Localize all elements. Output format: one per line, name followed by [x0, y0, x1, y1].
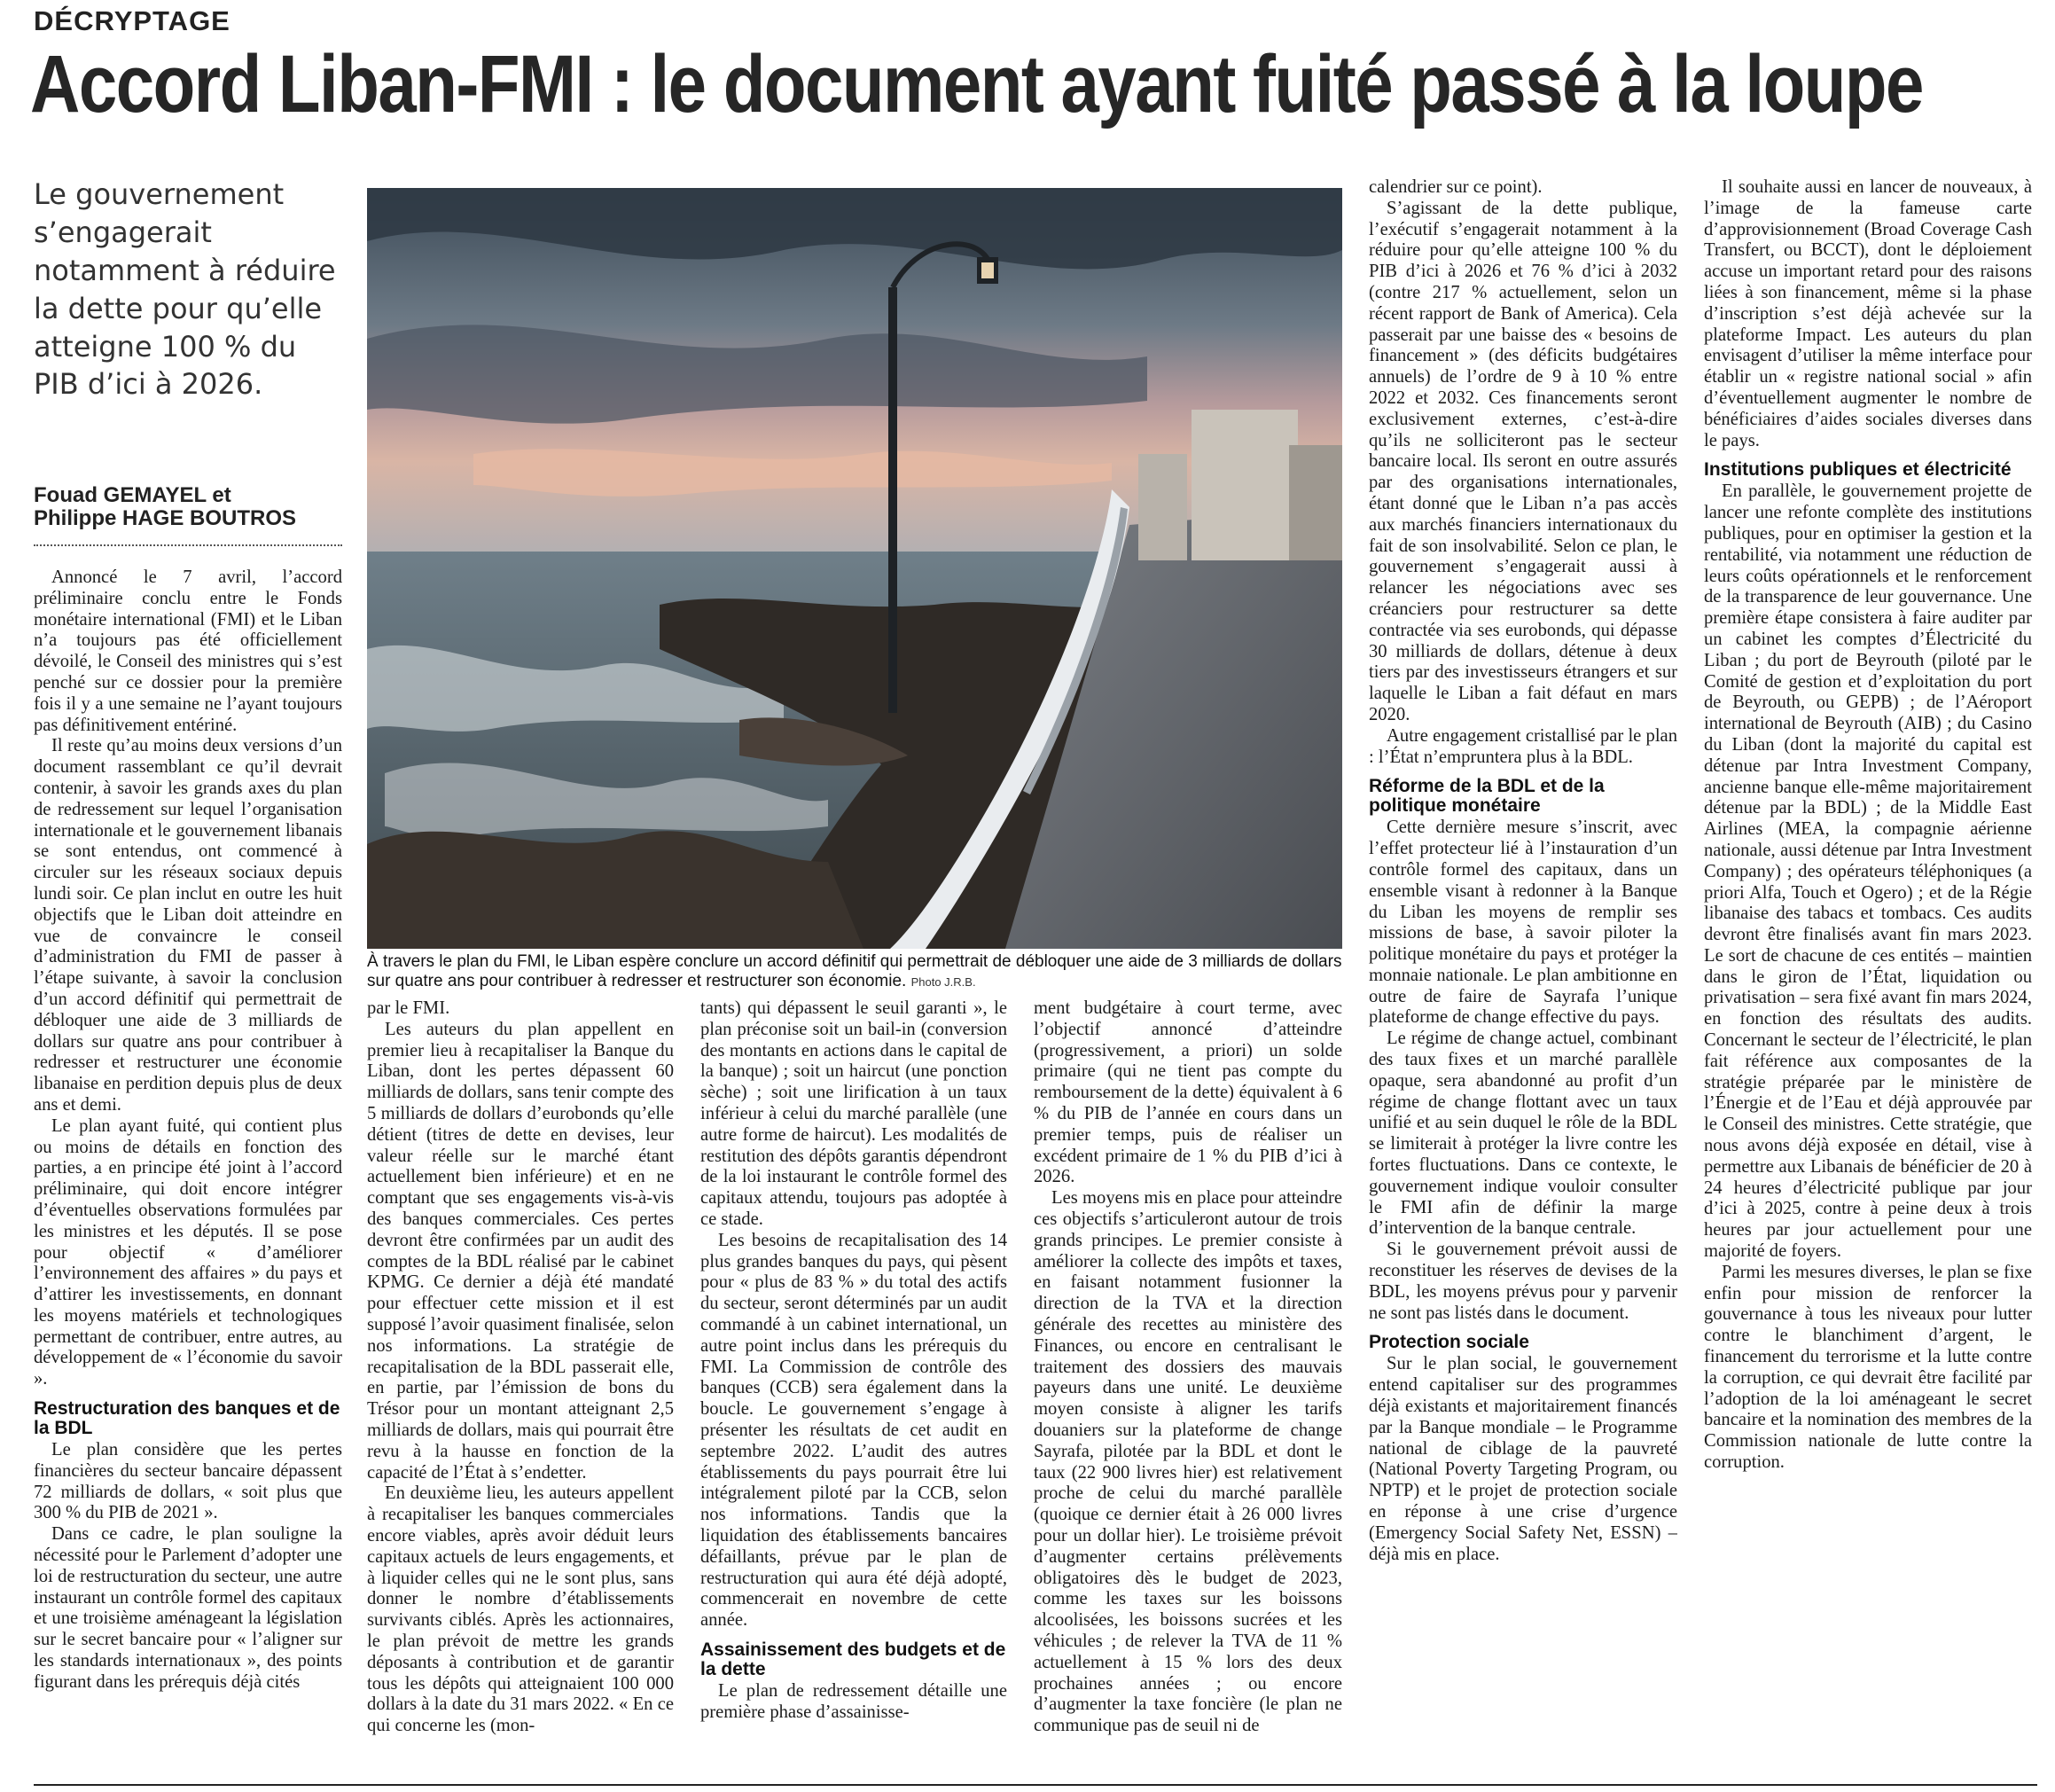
photo-credit: Photo J.R.B. [910, 975, 976, 989]
body-paragraph: Sur le plan social, le gouvernement entend capitaliser sur des programmes déjà existants et majoritairement financés par la Banque mondiale – le Programme national de ciblage de la pauvreté (National Poverty Targeting Program, ou NPTP) et le projet de protection sociale en réponse à une crise d’urgence (Emergency Social Safety Net, ESSN) – déjà mis en place. [1369, 1354, 1677, 1564]
body-paragraph: Cette dernière mesure s’inscrit, avec l’effet protecteur lié à l’instauration d’un contrôle formel des capitaux, dans un ensemble visant à redonner à la Banque du Liban les moyens de remplir ses missions de base, à savoir piloter la politique monétaire du pays et protéger la monnaie nationale. Le plan ambitionne en outre de faire de Sayrafa l’unique plateforme de change effective du pays. [1369, 818, 1677, 1028]
section-subheading: Protection sociale [1369, 1332, 1529, 1353]
byline-authors-line2: Philippe HAGE BOUTROS [34, 505, 297, 530]
article-photo-corniche-seafront [367, 188, 1342, 949]
byline-authors-line1: Fouad GEMAYEL et [34, 483, 231, 507]
page-bottom-rule [34, 1784, 2037, 1786]
body-paragraph: Le régime de change actuel, combinant des taux fixes et un marché parallèle opaque, sera abandonné au profit d’un régime de change flottant avec un taux unifié et au sein duquel le rôle de la BDL se limiterait à protéger la livre contre les fortes fluctuations. Dans ce contexte, le gouvernement indique vouloir consulter le FMI afin de définir la marge d’intervention de la banque centrale. [1369, 1029, 1677, 1239]
body-paragraph: Les moyens mis en place pour atteindre ces objectifs s’articuleront autour de trois grands principes. Le premier consiste à améliorer la collecte des impôts et taxes, en faisant notamment fusionner la direction de la TVA et la direction générale des recettes au ministère des Finances, ou encore en centralisant le traitement des dossiers des mauvais payeurs dans une unité. Le deuxième moyen consiste à aligner les tarifs douaniers sur la plateforme de change Sayrafa, pilotée par la BDL et dont le taux (22 900 livres hier) est relativement proche de celui du marché parallèle (quoique ce dernier était à 26 000 livres pour un dollar hier). Le troisième prévoit d’augmenter certains prélèvements obligatoires dès le budget de 2023, comme les taxes sur les boissons alcoolisées, les boissons sucrées et les véhicules ; de relever la TVA de 11 % actuellement à 15 % lors des deux prochaines années ; ou encore d’augmenter la taxe foncière (le plan ne communique pas de seuil ni de [1034, 1188, 1342, 1736]
section-subheading: Assainissement des budgets et de la dette [700, 1639, 1006, 1679]
body-paragraph: En deuxième lieu, les auteurs appellent à recapitaliser les banques commerciales encore viables, après avoir déduit leurs capitaux actuels de leurs engagements, et à liquider celles qui ne le sont plus, sans donner le nombre d’établissements survivants ciblés. Après les actionnaires, le plan prévoit de mettre les grands déposants à contribution et de garantir tous les dépôts qui atteignaient 100 000 dollars à la date du 31 mars 2022. « En ce qui concerne les (mon- [367, 1483, 674, 1736]
body-paragraph: Dans ce cadre, le plan souligne la nécessité pour le Parlement d’adopter une loi de restructuration du secteur, une autre instaurant un contrôle formel des capitaux et une troisième aménageant la législation sur le secret bancaire pour « l’aligner sur les standards internationaux », des points figurant dans les prérequis déjà cités [34, 1524, 342, 1692]
photo-illustration [367, 188, 1342, 949]
article-standfirst: Le gouvernement s’engagerait notamment à réduire la dette pour qu’elle atteigne 100 % du PIB d’ici à 2026. [34, 177, 336, 402]
body-paragraph: Le plan de redressement détaille une première phase d’assainisse- [700, 1680, 1007, 1722]
body-paragraph: Si le gouvernement prévoit aussi de reconstituer les réserves de devises de la BDL, les moyens prévus pour y parvenir ne sont pas listés dans le document. [1369, 1240, 1677, 1323]
body-paragraph: Les besoins de recapitalisation des 14 plus grandes banques du pays, qui pèsent pour « plus de 83 % » du total des actifs du secteur, seront déterminés par un audit commandé à un cabinet international, un autre point inclus dans les prérequis du FMI. La Commission de contrôle des banques (CCB) sera également dans la boucle. Le gouvernement s’engage à présenter les résultats de cet audit en septembre 2022. L’audit des autres établissements du pays pourrait être lui intégralement piloté par la CCB, selon nos informations. Tandis que la liquidation des établissements bancaires défaillants, prévue par le plan de restructuration qui aura été déjà adopté, commencerait en novembre de cette année. [700, 1230, 1007, 1631]
article-column-1 [34, 567, 342, 1791]
body-paragraph: Le plan ayant fuité, qui contient plus ou moins de détails en fonction des parties, a en principe été joint à l’accord préliminaire, qui doit encore intégrer d’éventuelles observations formulées par les ministres et les députés. Il se pose pour objectif « d’améliorer l’environnement des affaires » du pays et d’attirer les investissements, en donnant les moyens matériels et technologiques permettant de contribuer, entre autres, au développement de « l’économie du savoir ». [34, 1115, 342, 1389]
body-paragraph: Le plan considère que les pertes financières du secteur bancaire dépassent 72 milliards de dollars, « soit plus que 300 % du PIB de 2021 ». [34, 1440, 342, 1523]
byline-divider [34, 544, 342, 546]
article-headline: Accord Liban-FMI : le document ayant fuité passé à la loupe [30, 37, 1923, 129]
body-paragraph: Annoncé le 7 avril, l’accord préliminaire conclu entre le Fonds monétaire international (FMI) et le Liban n’a toujours pas été officiellement dévoilé, le Conseil des ministres qui s’est penché sur ce dossier pour la première fois il y a une semaine ne l’ayant toujours pas définitivement entériné. [34, 567, 342, 735]
body-paragraph: S’agissant de la dette publique, l’exécutif s’engagerait notamment à la réduire pour qu’elle atteigne 100 % du PIB d’ici à 2026 et 76 % d’ici à 2032 (contre 217 % actuellement, selon un récent rapport de Bank of America). Cela passerait par une baisse des « besoins de financement » (des déficits budgétaires annuels) de l’ordre de 9 à 10 % entre 2022 et 2032. Ces financements seront exclusivement externes, c’est-à-dire qu’ils ne solliciteront pas le secteur bancaire local. Ils seront en outre assurés par des organisations internationales, étant donné que le Liban n’a pas accès aux marchés financiers internationaux du fait de son insolvabilité. Selon ce plan, le gouvernement s’engagerait aussi à relancer les négociations avec ses créanciers pour restructurer sa dette contractée via ses eurobonds, qui dépasse 30 milliards de dollars, détenue à deux tiers par des investisseurs étrangers et sur laquelle le Liban a fait défaut en mars 2020. [1369, 198, 1677, 724]
body-paragraph: par le FMI. [367, 998, 450, 1018]
byline [34, 484, 353, 530]
body-paragraph: Parmi les mesures diverses, le plan se fixe enfin pour mission de renforcer la gouvernance à tous les niveaux pour lutter contre le blanchiment d’argent, le financement du terrorisme et la lutte contre la corruption, ce qui devrait être facilité par l’adoption de la loi aménageant le secret bancaire et la nomination des membres de la Commission nationale de lutte contre la corruption. [1704, 1262, 2032, 1473]
body-paragraph: Les auteurs du plan appellent en premier lieu à recapitaliser la Banque du Liban, dont les pertes dépassent 60 milliards de dollars, sans tenir compte des 5 milliards de dollars d’eurobonds qu’elle détient (titres de dette en devises, leur valeur réelle sur le marché étant actuellement bien inférieure) et en ne comptant que ses engagements vis-à-vis des banques commerciales. Ces pertes devront être confirmées par un audit des comptes de la BDL réalisé par le cabinet KPMG. Ce dernier a déjà été mandaté pour effectuer cette mission et il est supposé l’avoir quasiment finalisée, selon nos informations. La stratégie de recapitalisation de la BDL passerait elle, en partie, par l’émission de bons du Trésor pour un montant atteignant 2,5 milliards de dollars, mais qui pourrait être revu à la hausse en fonction de la capacité de l’État à s’endetter. [367, 1019, 674, 1483]
article-column-2 [367, 998, 674, 1791]
section-subheading: Restructuration des banques et de la BDL [34, 1398, 340, 1439]
article-column-6 [1704, 177, 2032, 1791]
body-paragraph: Autre engagement cristallisé par le plan : l’État n’empruntera plus à la BDL. [1369, 725, 1677, 767]
article-column-5 [1369, 177, 1677, 1791]
body-paragraph: Il souhaite aussi en lancer de nouveaux, à l’image de la fameuse carte d’approvisionnement (Broad Coverage Cash Transfert, ou BCCT), dont le déploiement accuse un important retard pour des raisons liées à son financement, même si la phase d’inscription s’est déjà achevée sur la plateforme Impact. Les auteurs du plan envisagent d’utiliser la même interface pour établir un « registre national social » afin d’éventuellement augmenter le nombre de bénéficiaires d’aides sociales diverses dans le pays. [1704, 177, 2032, 450]
article-column-3 [700, 998, 1007, 1791]
body-paragraph: ment budgétaire à court terme, avec l’objectif annoncé d’atteindre (progressivement, a priori) un solde primaire (qui ne tient pas compte du remboursement de la dette) équivalent à 6 % du PIB de l’année en cours dans un premier temps, puis de réaliser un excédent primaire de 1 % du PIB d’ici à 2026. [1034, 998, 1342, 1187]
section-kicker: DÉCRYPTAGE [34, 5, 231, 36]
body-paragraph: calendrier sur ce point). [1369, 177, 1543, 197]
section-subheading: Institutions publiques et électricité [1704, 459, 2012, 481]
section-subheading: Réforme de la BDL et de la politique monétaire [1369, 776, 1605, 817]
body-paragraph: Il reste qu’au moins deux versions d’un document rassemblant ce qu’il devrait contenir, à savoir les grands axes du plan de redressement sur lequel l’organisation internationale et le gouvernement libanais se sont entendus, ont commencé à circuler sur les réseaux sociaux depuis lundi soir. Ce plan inclut en outre les huit objectifs que le Liban doit atteindre en vue de convaincre le conseil d’administration du FMI de passer à l’étape suivante, à savoir la conclusion d’un accord définitif qui permettrait de débloquer une aide de 3 milliards de dollars sur quatre ans pour contribuer à redresser et restructurer une économie libanaise en perdition depuis plus de deux ans et demi. [34, 736, 342, 1115]
photo-caption-text: À travers le plan du FMI, le Liban espère conclure un accord définitif qui permettrait de débloquer une aide de 3 milliards de dollars sur quatre ans pour contribuer à redresser et restructurer son économie. [367, 952, 1342, 990]
body-paragraph: tants) qui dépassent le seuil garanti », le plan préconise soit un bail-in (conversion des montants en actions dans le capital de la banque) ; soit un haircut (une ponction sèche) ; soit une lirification à un taux inférieur à celui du marché parallèle (une autre forme de haircut). Les modalités de restitution des dépôts garantis dépendront de la loi instaurant le contrôle formel des capitaux attendu, toujours pas adoptée à ce stade. [700, 998, 1007, 1229]
article-column-4 [1034, 998, 1342, 1791]
photo-caption [367, 952, 1342, 992]
body-paragraph: En parallèle, le gouvernement projette de lancer une refonte complète des institutions publiques, pour en optimiser la gestion et la rentabilité, via notamment une réduction de leurs coûts opérationnels et le renforcement de la transparence de leur gouvernance. Une première étape consistera à faire auditer par un cabinet les comptes d’Électricité du Liban ; du port de Beyrouth (piloté par le Comité de gestion et d’exploitation du port de Beyrouth, ou GEPB) ; de l’Aéroport international de Beyrouth (AIB) ; du Casino du Liban (dont la majorité du capital est détenue par Intra Investment Company, ancienne banque elle-même majoritairement détenue par la BDL) ; de la Middle East Airlines (MEA, la compagnie aérienne nationale, aussi détenue par Intra Investment Company) ; des opérateurs téléphoniques (a priori Alfa, Touch et Ogero) ; et de la Régie libanaise des tabacs et tombacs. Ces audits devront être finalisés avant fin mars 2023. Le sort de chacune de ces entités – maintien dans le giron de l’État, liquidation ou privatisation – sera fixé avant fin mars 2024, en fonction des résultats des audits. Concernant le secteur de l’électricité, le plan fait référence aux composantes de la stratégie préparée par le ministère de l’Énergie et de l’Eau et déjà approuvée par le Conseil des ministres. Cette stratégie, que nous avons déjà exposée en détail, vise à permettre aux Libanais de bénéficier de 20 à 24 heures d’électricité publique par jour d’ici à 2025, contre à peine deux à trois heures par jour actuellement pour une majorité de foyers. [1704, 481, 2032, 1262]
